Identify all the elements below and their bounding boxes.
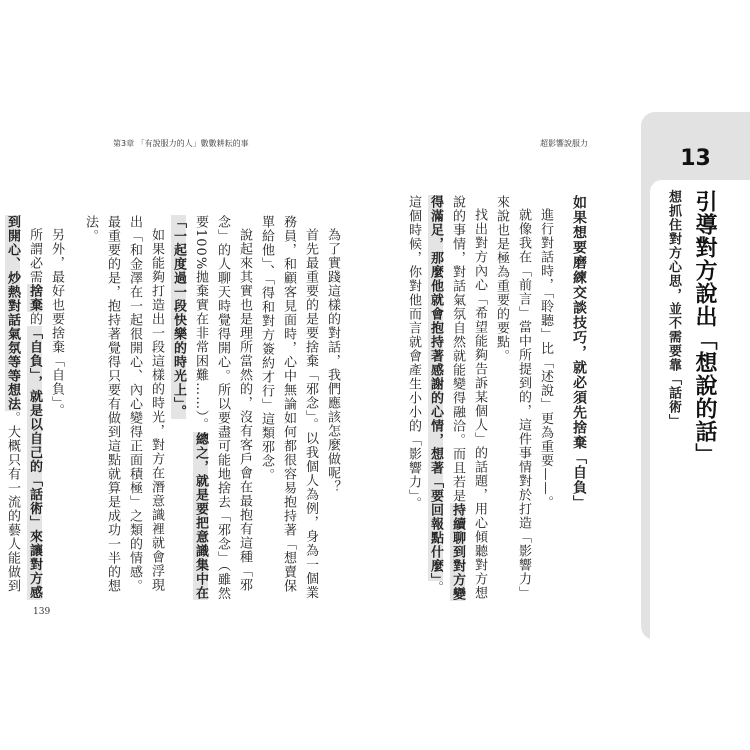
chapter-tab [641,112,750,640]
paragraph [321,215,343,605]
body-text: 另外，最好也要捨棄「自負」。 [49,228,64,418]
chapter-title-panel [650,180,750,640]
body-text: 首先最重要的是要捨棄「邪念」。以我個人為例，身為一個業務員，和顧客見面時，心中無論如何都很容易抱持著「想賣保單給他」、「得和對方簽約才行」這類邪念。 [259,215,318,600]
paragraph [167,215,255,605]
body-text: 找出對方內心「希望能夠告訴某個人」的話題，用心傾聽對方想說的事情，對話氣氛自然就能變得融洽。而且若是 [450,195,487,600]
right-page-body [402,195,590,605]
left-page-body [0,215,343,605]
highlighted-text: 總之，就是要把意識集中在「一起度過一段快樂的時光上」。 [171,215,208,600]
paragraph [45,215,67,605]
body-text: 的 [27,312,42,326]
paragraph [0,215,45,605]
body-text: 如果能夠打造出一段這樣的時光，對方在潛意識裡就會浮現出「和金澤在一起很開心、內心變得正面積極」之類的情感。最重要的是，抱持著覺得只要有做到這點就算是成功一半的想法。 [83,215,164,593]
body-text: 為了實踐這樣的對話，我們應該怎麼做呢？ [325,228,340,494]
highlighted-text: 「自負」，就是以自己的「話術」來讓對方感到開心、炒熱對話氣氛等等想法 [5,215,42,600]
left-page-header: 第3章 「有說服力的人」數數耕耘的事 [113,139,249,148]
section-subheading: 如果想要磨練交談技巧，就必須先捨棄「自負」 [571,195,587,510]
body-text: 。這個時候，你對他而言就會產生小小的「影響力」。 [406,195,443,595]
chapter-number: 13 [680,146,711,171]
paragraph [79,215,167,605]
body-text: 所謂必需 [27,228,42,284]
chapter-subtitle: 想抓住對方心思，並不需要靠「話術」 [666,190,681,428]
left-page-number: 139 [33,607,51,617]
body-text: 進行對話時，「聆聽」比「述說」更為重要——。 [538,208,553,510]
right-page-header: 超影響說服力 [540,139,588,148]
paragraph [255,215,321,605]
body-text: 就像我在「前言」當中所提到的，這件事情對於打造「影響力」來說也是極為重要的要點。 [494,195,531,600]
body-text: 說起來其實也是理所當然的，沒有客戶會在最抱有這種「邪念」的人聊天時覺得開心。所以要盡可能地捨去「邪念」（雖然要100%拋棄實在非常困難……）。 [193,215,252,601]
paragraph [402,195,490,605]
highlighted-text: 捨棄 [27,284,42,312]
highlighted-text: 持續聊到對方變得滿足，那麼他就會抱持著感謝的心情，想著「要回報點什麼」 [428,195,465,601]
chapter-title: 引導對方說出「想說的話」 [692,190,717,466]
body-text: 。大概只有一流的藝人能做到 [5,411,20,593]
paragraph [490,195,534,605]
paragraph [534,195,556,605]
